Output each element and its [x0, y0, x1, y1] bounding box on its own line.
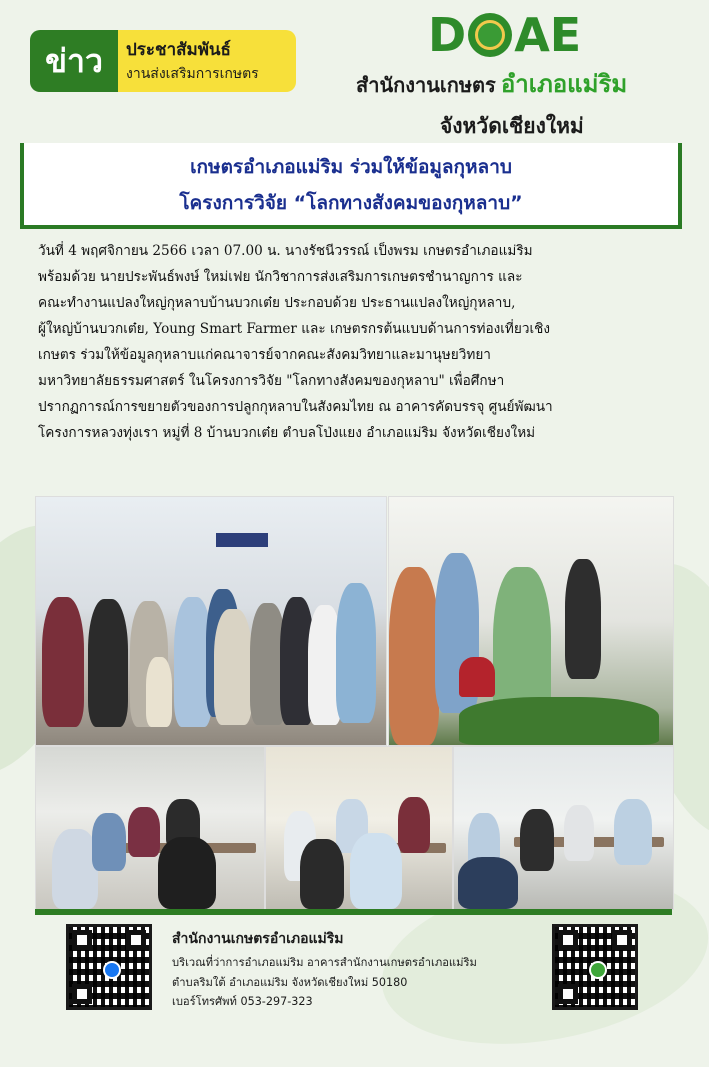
person-figure [564, 805, 594, 861]
qr-finder [72, 930, 92, 950]
footer-address-1: บริเวณที่ว่าการอำเภอแม่ริม อาคารสำนักงานเกษตรอำเภอแม่ริม [172, 956, 477, 969]
person-figure [214, 609, 252, 725]
headline-line-2: โครงการวิจัย “โลกทางสังคมของกุหลาบ” [179, 192, 523, 214]
person-figure [350, 833, 402, 909]
person-figure [158, 837, 216, 909]
person-figure [614, 799, 652, 865]
person-figure [92, 813, 126, 871]
badge-pr-subtitle: งานส่งเสริมการเกษตร [126, 66, 259, 82]
logo-letter-d: D [428, 8, 467, 62]
person-figure [520, 809, 554, 871]
qr-code-line[interactable] [552, 924, 638, 1010]
province-name: จังหวัดเชียงใหม่ [440, 114, 584, 138]
body-line: คณะทำงานแปลงใหญ่กุหลาบบ้านบวกเต๋ย ประกอบด้วย ประธานแปลงใหญ่กุหลาบ, [38, 295, 516, 311]
body-line: ผู้ใหญ่บ้านบวกเต๋ย, Young Smart Farmer และ เกษตรกรต้นแบบด้านการท่องเที่ยวเชิง [38, 321, 550, 337]
office-heading [356, 64, 696, 103]
badge-news-label: ข่าว [30, 30, 118, 92]
photo-rose-sorting [388, 496, 674, 746]
person-figure [398, 797, 430, 853]
office-prefix: สำนักงานเกษตร [356, 73, 496, 97]
headline-line-1: เกษตรอำเภอแม่ริม ร่วมให้ข้อมูลกุหลาบ [190, 156, 512, 178]
qr-finder [558, 930, 578, 950]
person-figure [146, 657, 172, 727]
person-figure [42, 597, 84, 727]
person-figure [88, 599, 128, 727]
person-figure [389, 567, 439, 745]
qr-code-facebook[interactable] [66, 924, 152, 1010]
rose-bundle [459, 697, 659, 745]
body-line: โครงการหลวงทุ่งเรา หมู่ที่ 8 บ้านบวกเต๋ย ตำบลโป่งแยง อำเภอแม่ริม จังหวัดเชียงใหม่ [38, 425, 536, 441]
person-figure [565, 559, 601, 679]
office-district: อำเภอแม่ริม [500, 70, 628, 98]
qr-finder [126, 930, 146, 950]
headline-box [20, 143, 682, 225]
footer-phone: เบอร์โทรศัพท์ 053-297-323 [172, 995, 313, 1008]
person-figure [128, 807, 160, 857]
photo-meeting-3 [453, 746, 674, 910]
qr-finder [72, 984, 92, 1004]
badge-pr-title: ประชาสัมพันธ์ [126, 40, 231, 60]
wall-sign [216, 533, 268, 547]
person-figure [336, 583, 376, 723]
doae-logo [428, 10, 600, 60]
footer-office-name: สำนักงานเกษตรอำเภอแม่ริม [172, 931, 344, 947]
logo-letters-ae: AE [514, 8, 582, 62]
divider-bar [35, 909, 672, 915]
photo-meeting-2 [265, 746, 453, 910]
badge-pr-box [118, 30, 296, 92]
footer-contact [172, 928, 542, 1012]
photo-meeting-1 [35, 746, 265, 910]
footer-address-2: ตำบลริมใต้ อำเภอแม่ริม จังหวัดเชียงใหม่ 50180 [172, 975, 408, 989]
article-body [38, 238, 678, 446]
rose-bucket [459, 657, 495, 697]
body-line: เกษตร ร่วมให้ข้อมูลกุหลาบแก่คณาจารย์จากคณะสังคมวิทยาและมานุษยวิทยา [38, 347, 491, 363]
seal-icon [468, 13, 512, 57]
person-figure [300, 839, 344, 909]
person-figure [458, 857, 518, 909]
qr-finder [558, 984, 578, 1004]
news-badge [30, 30, 296, 92]
body-line: วันที่ 4 พฤศจิกายน 2566 เวลา 07.00 น. นางรัชนีวรรณ์ เป็งพรม เกษตรอำเภอแม่ริม [38, 243, 533, 259]
photo-group-portrait [35, 496, 387, 746]
body-line: ปรากฏการณ์การขยายตัวของการปลูกกุหลาบในสังคมไทย ณ อาคารคัดบรรจุ ศูนย์พัฒนา [38, 399, 553, 415]
line-icon [589, 961, 607, 979]
body-line: พร้อมด้วย นายประพันธ์พงษ์ ใหม่เฟย นักวิชาการส่งเสริมการเกษตรชำนาญการ และ [38, 269, 523, 285]
facebook-icon [103, 961, 121, 979]
body-line: มหาวิทยาลัยธรรมศาสตร์ ในโครงการวิจัย "โลกทางสังคมของกุหลาบ" เพื่อศึกษา [38, 373, 505, 389]
qr-finder [612, 930, 632, 950]
